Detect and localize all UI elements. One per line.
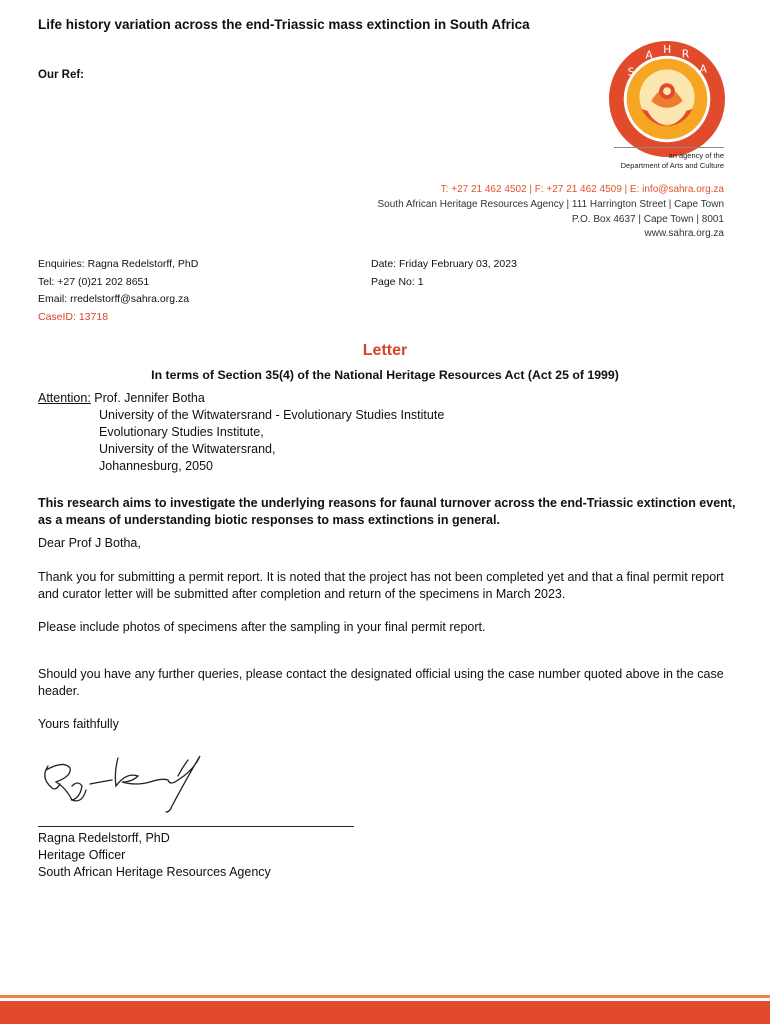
our-ref-label: Our Ref: <box>38 69 84 81</box>
attention-name: Prof. Jennifer Botha <box>90 391 205 405</box>
signature-line <box>38 826 354 827</box>
signature <box>38 748 238 814</box>
letter-heading: Letter <box>362 342 408 359</box>
signer-block <box>38 830 271 881</box>
logo-letter-a2: A <box>699 62 707 76</box>
contact-block <box>300 183 724 242</box>
paragraph-3: Should you have any further queries, please contact the designated official using the case number quoted above in the case header. <box>38 667 724 698</box>
attention-label: Attention: <box>38 391 91 405</box>
date-block <box>371 256 517 291</box>
logo-letter-h: H <box>663 42 672 56</box>
agency-of <box>560 151 724 170</box>
agency-divider <box>614 147 724 148</box>
letter-date: Date: Friday February 03, 2023 <box>371 258 517 270</box>
enquiries-tel: Tel: +27 (0)21 202 8651 <box>38 275 150 288</box>
enquiries-email: Email: rredelstorff@sahra.org.za <box>38 293 190 305</box>
recipient-address <box>99 407 444 475</box>
paragraph-2: Please include photos of specimens after the sampling in your final permit report. <box>38 620 486 634</box>
signer-role: Heritage Officer <box>38 848 126 862</box>
page-number: Page No: 1 <box>371 275 424 288</box>
logo-letter-s: S <box>627 65 635 79</box>
address-line: University of the Witwatersrand - Evolutionary Studies Institute <box>99 408 445 422</box>
signer-org: South African Heritage Resources Agency <box>38 865 271 879</box>
contact-address-line: South African Heritage Resources Agency | 111 Harrington Street | Cape Town <box>377 198 724 210</box>
closing: Yours faithfully <box>38 717 119 731</box>
research-aim: This research aims to investigate the underlying reasons for faunal turnover across the end-Triassic extinction event, as a means of understanding biotic responses to mass extinctions in general. <box>38 496 736 527</box>
case-id: CaseID: 13718 <box>38 310 109 323</box>
agency-line-2: Department of Arts and Culture <box>620 160 724 170</box>
address-line: University of the Witwatersrand, <box>99 442 276 456</box>
footer-accent-line <box>0 995 770 998</box>
address-line: Johannesburg, 2050 <box>99 459 213 473</box>
contact-web: www.sahra.org.za <box>644 228 724 240</box>
section-heading: In terms of Section 35(4) of the National Heritage Resources Act (Act 25 of 1999) <box>151 368 619 382</box>
enquiries-block <box>38 256 198 326</box>
logo-letter-a: A <box>645 48 653 62</box>
address-line: Evolutionary Studies Institute, <box>99 425 264 439</box>
salutation: Dear Prof J Botha, <box>38 536 141 550</box>
sahra-logo <box>608 40 726 158</box>
attention-line <box>38 390 205 407</box>
logo-letter-r: R <box>681 47 690 61</box>
contact-phone-line: T: +27 21 462 4502 | F: +27 21 462 4509 | E: info@sahra.org.za <box>440 184 724 195</box>
document-title: Life history variation across the end-Triassic mass extinction in South Africa <box>38 17 530 32</box>
contact-po-line: P.O. Box 4637 | Cape Town | 8001 <box>571 213 724 225</box>
footer-bar <box>0 1001 770 1024</box>
agency-line-1: an agency of the <box>668 151 724 160</box>
enquiries-name: Enquiries: Ragna Redelstorff, PhD <box>38 258 199 270</box>
paragraph-1: Thank you for submitting a permit report. It is noted that the project has not been completed yet and that a final permit report and curator letter will be submitted after completion and return of the specimens in March 2023. <box>38 570 724 601</box>
signer-name: Ragna Redelstorff, PhD <box>38 831 170 845</box>
